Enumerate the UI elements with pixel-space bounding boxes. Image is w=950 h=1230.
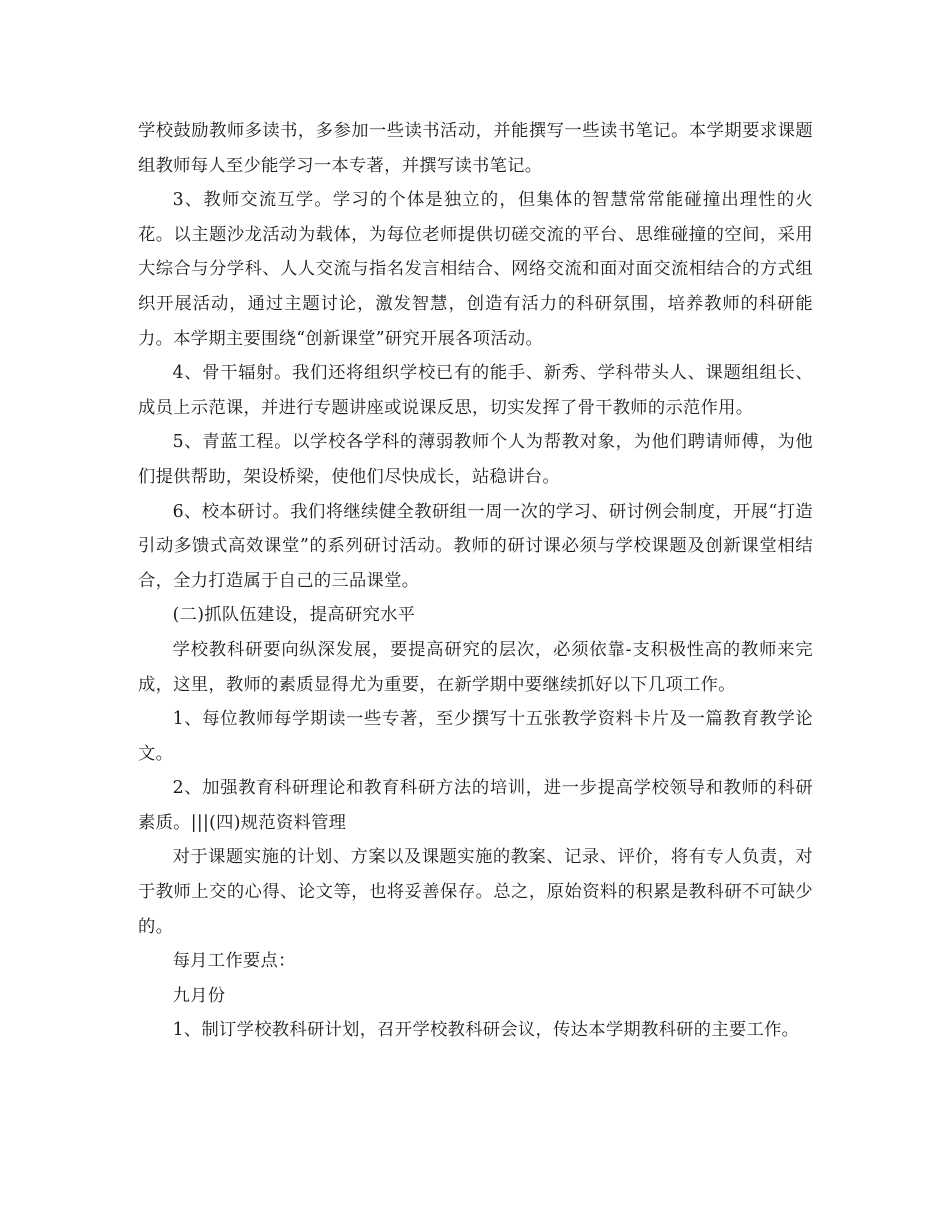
- heading-monthly-points: 每月工作要点：: [172, 951, 296, 972]
- section-heading-team-building: (二)抓队伍建设，提高研究水平: [172, 605, 416, 626]
- paragraph-research-training: 2、加强教育科研理论和教育科研方法的培训，进一步提高学校领导和教师的科研素质。|||(四)规范资料管理: [138, 778, 813, 833]
- paragraph-material-management: 对于课题实施的计划、方案以及课题实施的教案、记录、评价，将有专人负责，对于教师上交的心得、论文等，也将妥善保存。总之，原始资料的积累是教科研不可缺少的。: [138, 847, 813, 937]
- document-body: [138, 114, 813, 1048]
- paragraph-reading-requirement: 1、每位教师每学期读一些专著，至少撰写十五张教学资料卡片及一篇教育教学论文。: [138, 709, 813, 764]
- heading-september: 九月份: [172, 985, 226, 1006]
- paragraph-team-building-intro: 学校教科研要向纵深发展，要提高研究的层次，必须依靠-支积极性高的教师来完成，这里，教师的素质显得尤为重要，在新学期中要继续抓好以下几项工作。: [138, 639, 813, 695]
- paragraph-qinglan-project: 5、青蓝工程。以学校各学科的薄弱教师个人为帮教对象，为他们聘请师傅，为他们提供帮助，架设桥梁，使他们尽快成长，站稳讲台。: [138, 432, 813, 487]
- paragraph-teacher-exchange: 3、教师交流互学。学习的个体是独立的，但集体的智慧常常能碰撞出理性的火花。以主题沙龙活动为载体，为每位老师提供切磋交流的平台、思维碰撞的空间，采用大综合与分学科、人人交流与指名发言相结合、网络交流和面对面交流相结合的方式组织开展活动，通过主题讨论，激发智慧，创造有活力的科研氛围，培养教师的科研能力。本学期主要围绕“创新课堂”研究开展各项活动。: [138, 190, 813, 349]
- paragraph-reading-encouragement: 学校鼓励教师多读书，多参加一些读书活动，并能撰写一些读书笔记。本学期要求课题组教师每人至少能学习一本专著，并撰写读书笔记。: [138, 121, 813, 176]
- paragraph-backbone-radiation: 4、骨干辐射。我们还将组织学校已有的能手、新秀、学科带头人、课题组组长、成员上示范课，并进行专题讲座或说课反思，切实发挥了骨干教师的示范作用。: [138, 363, 813, 418]
- paragraph-september-item-1: 1、制订学校教科研计划，召开学校教科研会议，传达本学期教科研的主要工作。: [172, 1020, 800, 1041]
- paragraph-school-seminar: 6、校本研讨。我们将继续健全教研组一周一次的学习、研讨例会制度，开展“打造引动多馈式高效课堂”的系列研讨活动。教师的研讨课必须与学校课题及创新课堂相结合，全力打造属于自己的三品课堂。: [138, 501, 813, 591]
